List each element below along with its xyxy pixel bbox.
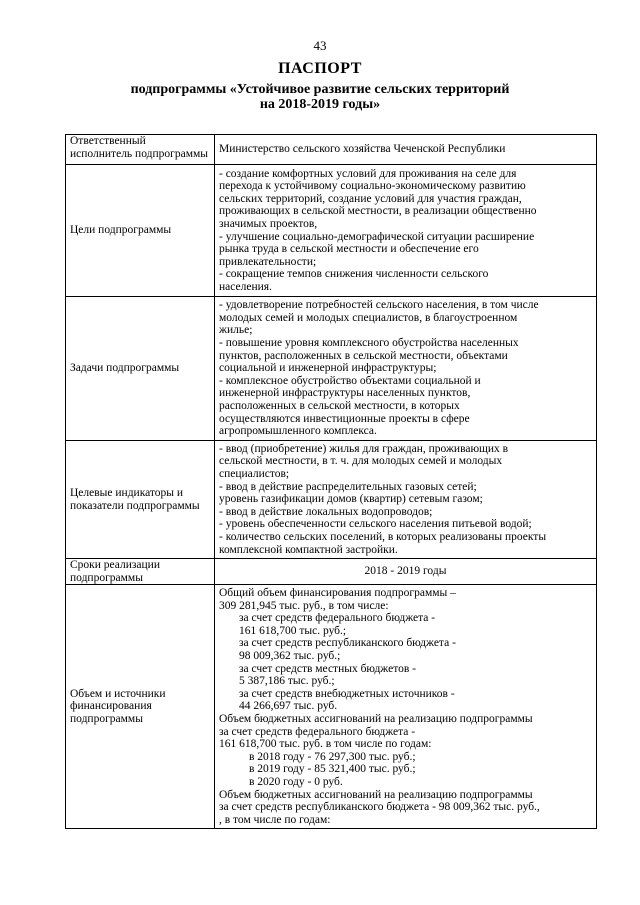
row-content (215, 297, 597, 441)
row-content (215, 441, 597, 559)
content-line: расположенных в сельской местности, в которых (219, 399, 460, 412)
content-line: за счет средств федерального бюджета - (219, 725, 416, 738)
row-content: 2018 - 2019 годы (215, 559, 597, 585)
content-line: за счет средств республиканского бюджета - (239, 637, 456, 650)
content-line: - комплексное обустройство объектами социальной и (219, 374, 481, 387)
table-row-indicators (66, 441, 597, 559)
passport-table (65, 134, 597, 829)
content-line: комплексной компактной застройки. (219, 543, 398, 556)
row-label: Сроки реализации подпрограммы (66, 559, 215, 585)
content-line: - ввод в действие распределительных газовых сетей; (219, 480, 477, 493)
content-line: - создание комфортных условий для проживания на селе для (219, 167, 517, 180)
content-line: значимых проектов, (219, 217, 318, 230)
document-title: ПАСПОРТ (278, 60, 362, 77)
content-line: в 2018 году - 76 297,300 тыс. руб.; (249, 750, 416, 763)
content-line: - ввод (приобретение) жилья для граждан, проживающих в (219, 442, 509, 455)
content-line: уровень газификации домов (квартир) сетевым газом; (219, 493, 483, 506)
content-line: Объем бюджетных ассигнований на реализацию подпрограммы (219, 712, 533, 725)
content-line: - количество сельских поселений, в которых реализованы проекты (219, 530, 547, 543)
table-row-tasks (66, 297, 597, 441)
content-line: - уровень обеспеченности сельского населения питьевой водой; (219, 518, 532, 531)
row-content (215, 165, 597, 297)
content-line: - ввод в действие локальных водопроводов; (219, 505, 433, 518)
table-row-funding (66, 585, 597, 829)
content-line: проживающих в сельской местности, в реализации общественно (219, 205, 537, 218)
row-content: Министерство сельского хозяйства Чеченской Республики (215, 135, 597, 165)
content-line: Объем бюджетных ассигнований на реализацию подпрограммы (219, 788, 533, 801)
content-line: - удовлетворение потребностей сельского населения, в том числе (219, 299, 539, 312)
row-label: Задачи подпрограммы (66, 297, 215, 441)
content-line: за счет средств федерального бюджета - (239, 612, 436, 625)
content-line: - повышение уровня комплексного обустройства населенных (219, 337, 519, 350)
content-line: агропромышленного комплекса. (219, 425, 377, 438)
table-row-responsible (66, 135, 597, 165)
row-label: Цели подпрограммы (66, 165, 215, 297)
content-line: в 2020 году - 0 руб. (249, 775, 343, 788)
content-line: 5 387,186 тыс. руб.; (239, 675, 335, 688)
content-line: , в том числе по годам: (219, 813, 331, 826)
content-line: осуществляются инвестиционные проекты в сфере (219, 412, 470, 425)
content-line: Общий объем финансирования подпрограммы – (219, 587, 456, 600)
content-line: пунктов, расположенных в сельской местности, объектами (219, 349, 508, 362)
table-row-goals (66, 165, 597, 297)
row-label: Целевые индикаторы и показатели подпрограммы (66, 441, 215, 559)
page-number: 43 (313, 38, 327, 53)
content-line: перехода к устойчивому социально-экономическому развитию (219, 180, 526, 193)
subtitle-line-2: на 2018-2019 годы» (259, 97, 381, 112)
content-line: за счет средств республиканского бюджета - 98 009,362 тыс. руб., (219, 801, 540, 814)
content-line: жилье; (219, 324, 253, 337)
content-line: - улучшение социально-демографической ситуации расширение (219, 230, 535, 243)
content-line: социальной и инженерной инфраструктуры; (219, 362, 437, 375)
content-line: 161 618,700 тыс. руб.; (239, 624, 347, 637)
content-line: 44 266,697 тыс. руб. (239, 700, 338, 713)
content-line: молодых семей и молодых специалистов, в благоустроенном (219, 311, 518, 324)
content-line: сельской местности, в т. ч. для молодых семей и молодых (219, 455, 503, 468)
content-line: за счет средств внебюджетных источников - (239, 687, 455, 700)
content-line: 98 009,362 тыс. руб.; (239, 650, 341, 663)
content-line: 309 281,945 тыс. руб., в том числе: (219, 599, 389, 612)
content-line: населения. (219, 280, 272, 293)
row-label: Ответственный исполнитель подпрограммы (66, 135, 215, 165)
table-row-timeline (66, 559, 597, 585)
document-subtitle (100, 82, 540, 112)
content-line: 161 618,700 тыс. руб. в том числе по годам: (219, 738, 432, 751)
content-line: в 2019 году - 85 321,400 тыс. руб.; (249, 763, 416, 776)
row-label: Объем и источники финансирования подпрограммы (66, 585, 215, 829)
subtitle-line-1: подпрограммы «Устойчивое развитие сельских территорий (130, 82, 510, 97)
content-line: рынка труда в сельской местности и обеспечение его (219, 243, 479, 256)
content-line: за счет средств местных бюджетов - (239, 662, 416, 675)
content-line: специалистов; (219, 468, 290, 481)
content-line: сельских территорий, создание условий для участия граждан, (219, 192, 522, 205)
row-content (215, 585, 597, 829)
content-line: - сокращение темпов снижения численности сельского (219, 268, 489, 281)
content-line: инженерной инфраструктуры населенных пунктов, (219, 387, 471, 400)
content-line: привлекательности; (219, 255, 317, 268)
